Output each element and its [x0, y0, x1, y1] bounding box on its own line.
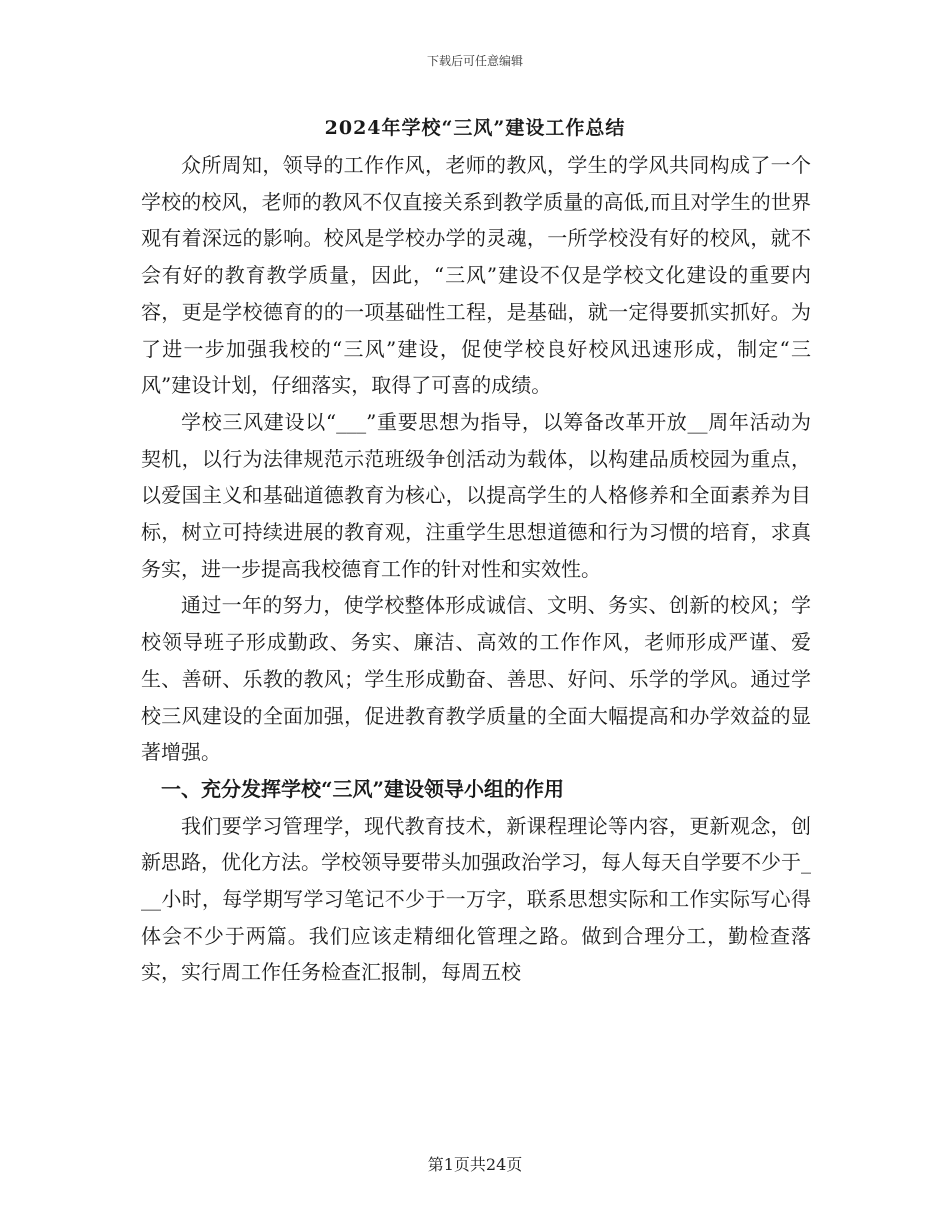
paragraph-section-1: 我们要学习管理学，现代教育技术，新课程理论等内容，更新观念，创新思路，优化方法。学校领导要带头加强政治学习，每人每天自学要不少于___小时，每学期写学习笔记不少于一万字，联系思想实际和工作实际写心得体会不少于两篇。我们应该走精细化管理之路。做到合理分工，勤检查落实，实行周工作任务检查汇报制，每周五校: [141, 813, 811, 985]
document-body: [141, 147, 811, 991]
paragraph-goals: 通过一年的努力，使学校整体形成诚信、文明、务实、创新的校风；学校领导班子形成勤政、务实、廉洁、高效的工作作风，老师形成严谨、爱生、善研、乐教的教风；学生形成勤奋、善思、好问、乐学的学风。通过学校三风建设的全面加强，促进教育教学质量的全面大幅提高和办学效益的显著增强。: [141, 593, 811, 765]
section-heading-1: 一、充分发挥学校“三风”建设领导小组的作用: [161, 776, 565, 801]
header-note: 下载后可任意编辑: [426, 54, 523, 68]
paragraph-guiding-thought: 学校三风建设以“___”重要思想为指导，以筹备改革开放__周年活动为契机，以行为法律规范示范班级争创活动为载体，以构建品质校园为重点，以爱国主义和基础道德教育为核心，以提高学生的人格修养和全面素养为目标，树立可持续进展的教育观，注重学生思想道德和行为习惯的培育，求真务实，进一步提高我校德育工作的针对性和实效性。: [141, 409, 811, 581]
document-title: 2024年学校“三风”建设工作总结: [324, 117, 626, 139]
paragraph-intro: 众所周知，领导的工作作风，老师的教风，学生的学风共同构成了一个学校的校风，老师的教风不仅直接关系到教学质量的高低,而且对学生的世界观有着深远的影响。校风是学校办学的灵魂，一所学校没有好的校风，就不会有好的教育教学质量，因此，“三风”建设不仅是学校文化建设的重要内容，更是学校德育的的一项基础性工程，是基础，就一定得要抓实抓好。为了进一步加强我校的“三风”建设，促使学校良好校风迅速形成，制定“三风”建设计划，仔细落实，取得了可喜的成绩。: [141, 153, 811, 398]
page-footer: 第1页共24页: [427, 1155, 523, 1174]
